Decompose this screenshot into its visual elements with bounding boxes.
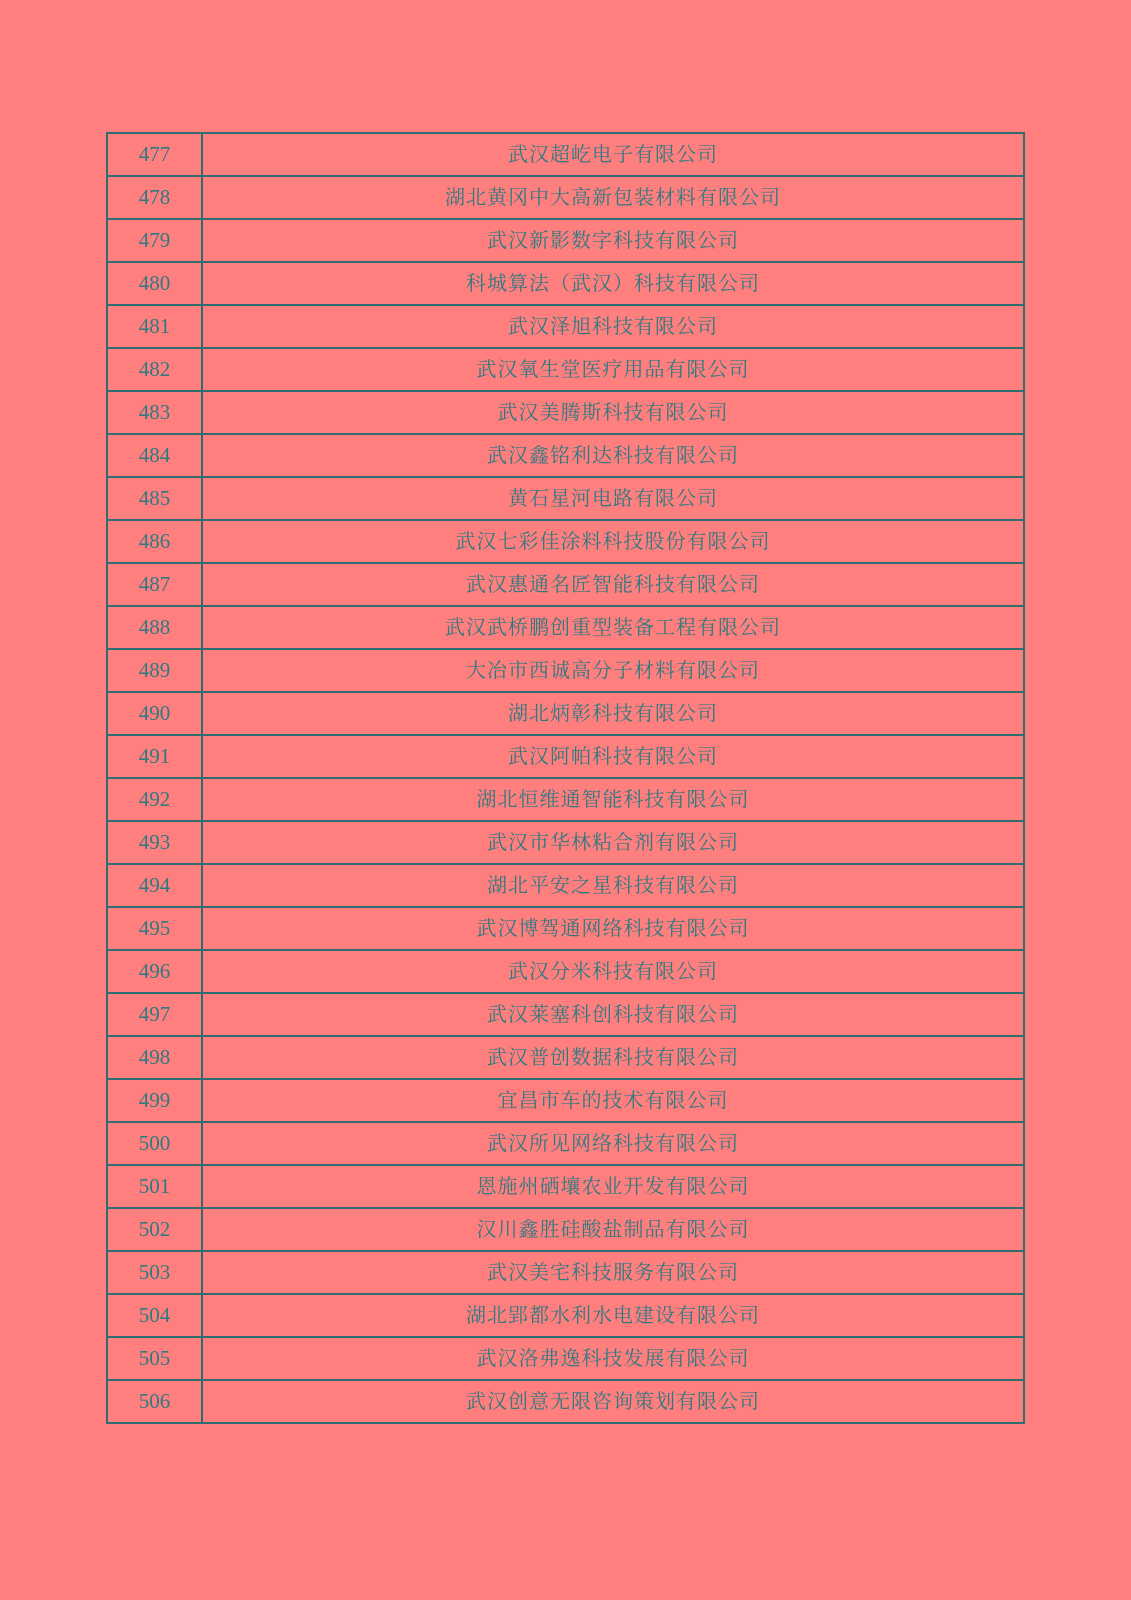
company-name-cell: 武汉洛弗逸科技发展有限公司	[202, 1337, 1024, 1380]
table-row	[107, 907, 1024, 950]
row-number-cell: 477	[107, 133, 202, 176]
table-row	[107, 348, 1024, 391]
company-name-cell: 湖北黄冈中大高新包装材料有限公司	[202, 176, 1024, 219]
company-name-cell: 汉川鑫胜硅酸盐制品有限公司	[202, 1208, 1024, 1251]
company-name-cell: 武汉创意无限咨询策划有限公司	[202, 1380, 1024, 1423]
table-row	[107, 1165, 1024, 1208]
company-list-table	[106, 132, 1025, 1424]
table-row	[107, 1380, 1024, 1423]
company-name-cell: 武汉武桥鹏创重型装备工程有限公司	[202, 606, 1024, 649]
row-number-cell: 485	[107, 477, 202, 520]
company-name-cell: 武汉莱塞科创科技有限公司	[202, 993, 1024, 1036]
company-name-cell: 武汉氧生堂医疗用品有限公司	[202, 348, 1024, 391]
row-number-cell: 481	[107, 305, 202, 348]
company-name-cell: 大冶市西诚高分子材料有限公司	[202, 649, 1024, 692]
row-number-cell: 493	[107, 821, 202, 864]
company-name-cell: 武汉市华林粘合剂有限公司	[202, 821, 1024, 864]
table-row	[107, 305, 1024, 348]
table-row	[107, 1036, 1024, 1079]
row-number-cell: 490	[107, 692, 202, 735]
table-row	[107, 692, 1024, 735]
row-number-cell: 498	[107, 1036, 202, 1079]
row-number-cell: 487	[107, 563, 202, 606]
company-name-cell: 武汉惠通名匠智能科技有限公司	[202, 563, 1024, 606]
company-name-cell: 湖北恒维通智能科技有限公司	[202, 778, 1024, 821]
company-name-cell: 武汉七彩佳涂料科技股份有限公司	[202, 520, 1024, 563]
company-name-cell: 武汉普创数据科技有限公司	[202, 1036, 1024, 1079]
company-name-cell: 武汉新影数字科技有限公司	[202, 219, 1024, 262]
company-name-cell: 武汉超屹电子有限公司	[202, 133, 1024, 176]
table-row	[107, 1337, 1024, 1380]
row-number-cell: 502	[107, 1208, 202, 1251]
company-name-cell: 武汉分米科技有限公司	[202, 950, 1024, 993]
table-row	[107, 434, 1024, 477]
table-row	[107, 1122, 1024, 1165]
table-row	[107, 176, 1024, 219]
table-row	[107, 778, 1024, 821]
row-number-cell: 484	[107, 434, 202, 477]
row-number-cell: 479	[107, 219, 202, 262]
row-number-cell: 494	[107, 864, 202, 907]
table-row	[107, 950, 1024, 993]
table-row	[107, 262, 1024, 305]
company-name-cell: 湖北炳彰科技有限公司	[202, 692, 1024, 735]
table-row	[107, 219, 1024, 262]
row-number-cell: 505	[107, 1337, 202, 1380]
table-row	[107, 1294, 1024, 1337]
company-name-cell: 恩施州硒壤农业开发有限公司	[202, 1165, 1024, 1208]
table-row	[107, 133, 1024, 176]
table-row	[107, 606, 1024, 649]
row-number-cell: 495	[107, 907, 202, 950]
row-number-cell: 482	[107, 348, 202, 391]
table-row	[107, 1208, 1024, 1251]
row-number-cell: 488	[107, 606, 202, 649]
company-name-cell: 黄石星河电路有限公司	[202, 477, 1024, 520]
row-number-cell: 496	[107, 950, 202, 993]
company-name-cell: 武汉鑫铭利达科技有限公司	[202, 434, 1024, 477]
row-number-cell: 504	[107, 1294, 202, 1337]
row-number-cell: 492	[107, 778, 202, 821]
company-name-cell: 武汉阿帕科技有限公司	[202, 735, 1024, 778]
company-name-cell: 武汉美宅科技服务有限公司	[202, 1251, 1024, 1294]
company-name-cell: 武汉所见网络科技有限公司	[202, 1122, 1024, 1165]
table-row	[107, 821, 1024, 864]
table-row	[107, 649, 1024, 692]
row-number-cell: 497	[107, 993, 202, 1036]
company-name-cell: 湖北平安之星科技有限公司	[202, 864, 1024, 907]
table-row	[107, 563, 1024, 606]
company-name-cell: 武汉博驾通网络科技有限公司	[202, 907, 1024, 950]
table-row	[107, 993, 1024, 1036]
table-row	[107, 735, 1024, 778]
table-row	[107, 1079, 1024, 1122]
row-number-cell: 491	[107, 735, 202, 778]
row-number-cell: 489	[107, 649, 202, 692]
row-number-cell: 506	[107, 1380, 202, 1423]
row-number-cell: 499	[107, 1079, 202, 1122]
table-body	[107, 133, 1024, 1423]
company-name-cell: 武汉泽旭科技有限公司	[202, 305, 1024, 348]
row-number-cell: 500	[107, 1122, 202, 1165]
table-row	[107, 864, 1024, 907]
row-number-cell: 478	[107, 176, 202, 219]
row-number-cell: 483	[107, 391, 202, 434]
table-row	[107, 1251, 1024, 1294]
table-row	[107, 520, 1024, 563]
row-number-cell: 501	[107, 1165, 202, 1208]
company-name-cell: 科城算法（武汉）科技有限公司	[202, 262, 1024, 305]
row-number-cell: 503	[107, 1251, 202, 1294]
table-row	[107, 391, 1024, 434]
company-name-cell: 湖北郢都水利水电建设有限公司	[202, 1294, 1024, 1337]
table-row	[107, 477, 1024, 520]
company-name-cell: 武汉美腾斯科技有限公司	[202, 391, 1024, 434]
row-number-cell: 486	[107, 520, 202, 563]
row-number-cell: 480	[107, 262, 202, 305]
company-name-cell: 宜昌市车的技术有限公司	[202, 1079, 1024, 1122]
